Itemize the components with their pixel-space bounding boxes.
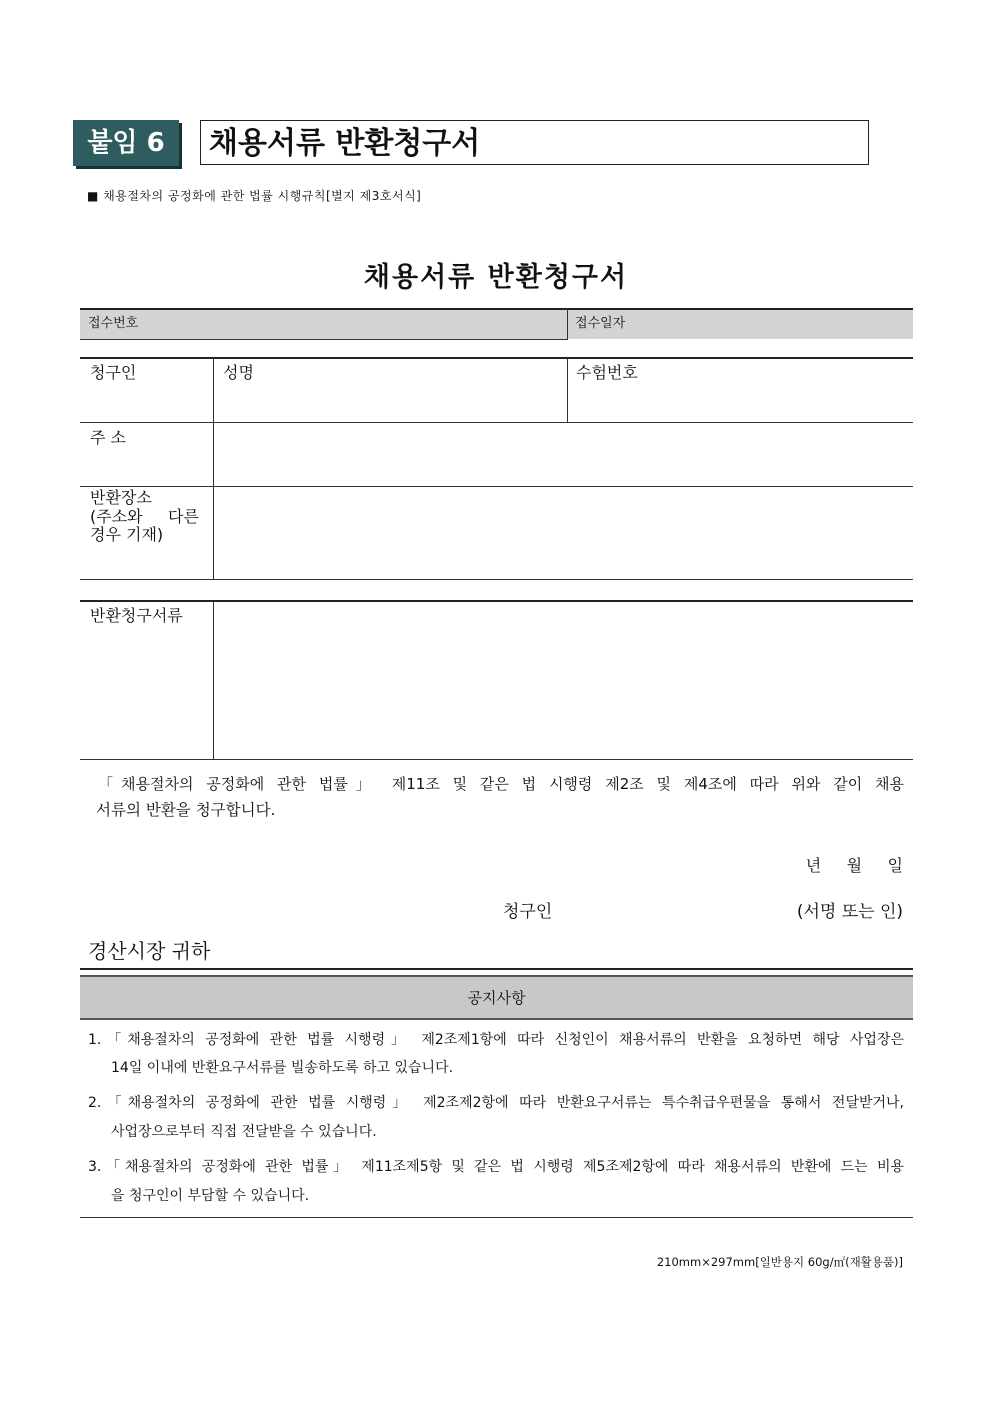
documents-field[interactable] (214, 602, 912, 758)
notice-item-3-line-1: 3.「채용절차의 공정화에 관한 법률」 제11조제5항 및 같은 법 시행령 제5조제2항에 따라 채용서류의 반환에 드는 비용 (88, 1159, 904, 1175)
receipt-number-label: 접수번호 (88, 316, 139, 331)
date-line: 년 월 일 (805, 856, 903, 875)
notice-item-2-line-1: 2.「채용절차의 공정화에 관한 법률 시행령」 제2조제2항에 따라 반환요구서류는 특수취급우편물을 통해서 전달받거나, (88, 1095, 904, 1111)
legal-reference: ■ 채용절차의 공정화에 관한 법률 시행규칙[별지 제3호서식] (87, 189, 422, 203)
name-field[interactable]: 성명 (223, 363, 254, 382)
notice-item-1-line-2: 14일 이내에 반환요구서류를 빌송하도록 하고 있습니다. (111, 1060, 454, 1076)
notice-item-3-line-2: 을 청구인이 부담할 수 있습니다. (111, 1188, 310, 1204)
receipt-date-label: 접수일자 (575, 316, 626, 331)
address-label: 주 소 (90, 428, 126, 447)
declaration-line-2: 서류의 반환을 청구합니다. (96, 801, 276, 819)
paper-spec-footer: 210mm×297mm[일반용지 60g/㎡(재활용품)] (656, 1255, 903, 1269)
signature-label: 청구인 (503, 902, 553, 922)
return-place-label-2: (주소와 다른 (90, 507, 199, 526)
notice-item-2-line-2: 사업장으로부터 직접 전달받을 수 있습니다. (111, 1124, 377, 1140)
recipient: 경산시장 귀하 (88, 939, 211, 963)
notice-header: 공지사항 (467, 989, 526, 1007)
address-field[interactable] (214, 423, 912, 485)
receipt-row-bg (80, 309, 913, 339)
declaration-line-1: 「채용절차의 공정화에 관한 법률」 제11조 및 같은 법 시행령 제2조 및 제4조에 따라 위와 같이 채용 (98, 775, 904, 793)
documents-label: 반환청구서류 (90, 606, 183, 625)
return-place-label-3: 경우 기재) (90, 525, 164, 544)
return-place-label-1: 반환장소 (90, 488, 152, 507)
form-title: 채용서류 반환청구서 (363, 262, 629, 293)
exam-number-field[interactable]: 수험번호 (576, 363, 638, 382)
signature-hint[interactable]: (서명 또는 인) (796, 902, 903, 922)
applicant-label: 청구인 (90, 363, 137, 382)
attachment-badge: 붙임 6 (73, 120, 179, 166)
return-place-field[interactable] (214, 487, 912, 578)
attachment-title: 채용서류 반환청구서 (200, 120, 869, 165)
notice-item-1-line-1: 1.「채용절차의 공정화에 관한 법률 시행령」 제2조제1항에 따라 신청인이 채용서류의 반환을 요청하면 해당 사업장은 (88, 1032, 904, 1048)
